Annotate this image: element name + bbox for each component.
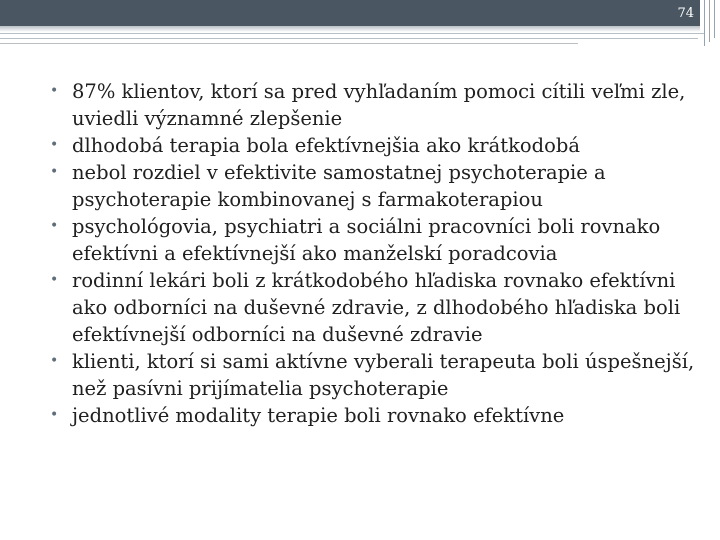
bullet-list bbox=[50, 78, 715, 429]
header-rule bbox=[0, 33, 705, 34]
bullet-icon: • bbox=[50, 218, 59, 234]
list-item bbox=[50, 132, 715, 159]
bullet-text: klienti, ktorí si sami aktívne vyberali terapeuta boli úspešnejší, než pasívni prijímatelia psychoterapie bbox=[72, 350, 695, 400]
header-bar bbox=[0, 0, 700, 26]
list-item bbox=[50, 348, 715, 402]
list-item bbox=[50, 78, 715, 132]
bullet-icon: • bbox=[50, 164, 59, 180]
bullet-icon: • bbox=[50, 137, 59, 153]
header-frame bbox=[700, 0, 720, 46]
list-item bbox=[50, 213, 715, 267]
bullet-icon: • bbox=[50, 272, 59, 288]
bullet-icon: • bbox=[50, 353, 59, 369]
slide-number: 74 bbox=[677, 6, 694, 21]
header-rule bbox=[0, 43, 578, 44]
list-item bbox=[50, 267, 715, 348]
bullet-text: 87% klientov, ktorí sa pred vyhľadaním pomoci cítili veľmi zle, uviedli významné zlepšenie bbox=[72, 80, 686, 130]
header-shadow bbox=[0, 26, 700, 32]
bullet-text: psychológovia, psychiatri a sociálni pracovníci boli rovnako efektívni a efektívnejší ako manželskí poradcovia bbox=[72, 215, 661, 265]
list-item bbox=[50, 402, 715, 429]
bullet-icon: • bbox=[50, 407, 59, 423]
bullet-icon: • bbox=[50, 83, 59, 99]
bullet-text: nebol rozdiel v efektivite samostatnej psychoterapie a psychoterapie kombinovanej s farmakoterapiou bbox=[72, 161, 606, 211]
bullet-text: rodinní lekári boli z krátkodobého hľadiska rovnako efektívni ako odborníci na duševné zdravie, z dlhodobého hľadiska boli efektívnejší odborníci na duševné zdravie bbox=[72, 269, 681, 346]
slide-content bbox=[50, 78, 715, 429]
bullet-text: jednotlivé modality terapie boli rovnako efektívne bbox=[72, 404, 565, 427]
header-rule bbox=[0, 38, 698, 39]
list-item bbox=[50, 159, 715, 213]
bullet-text: dlhodobá terapia bola efektívnejšia ako krátkodobá bbox=[72, 134, 580, 157]
